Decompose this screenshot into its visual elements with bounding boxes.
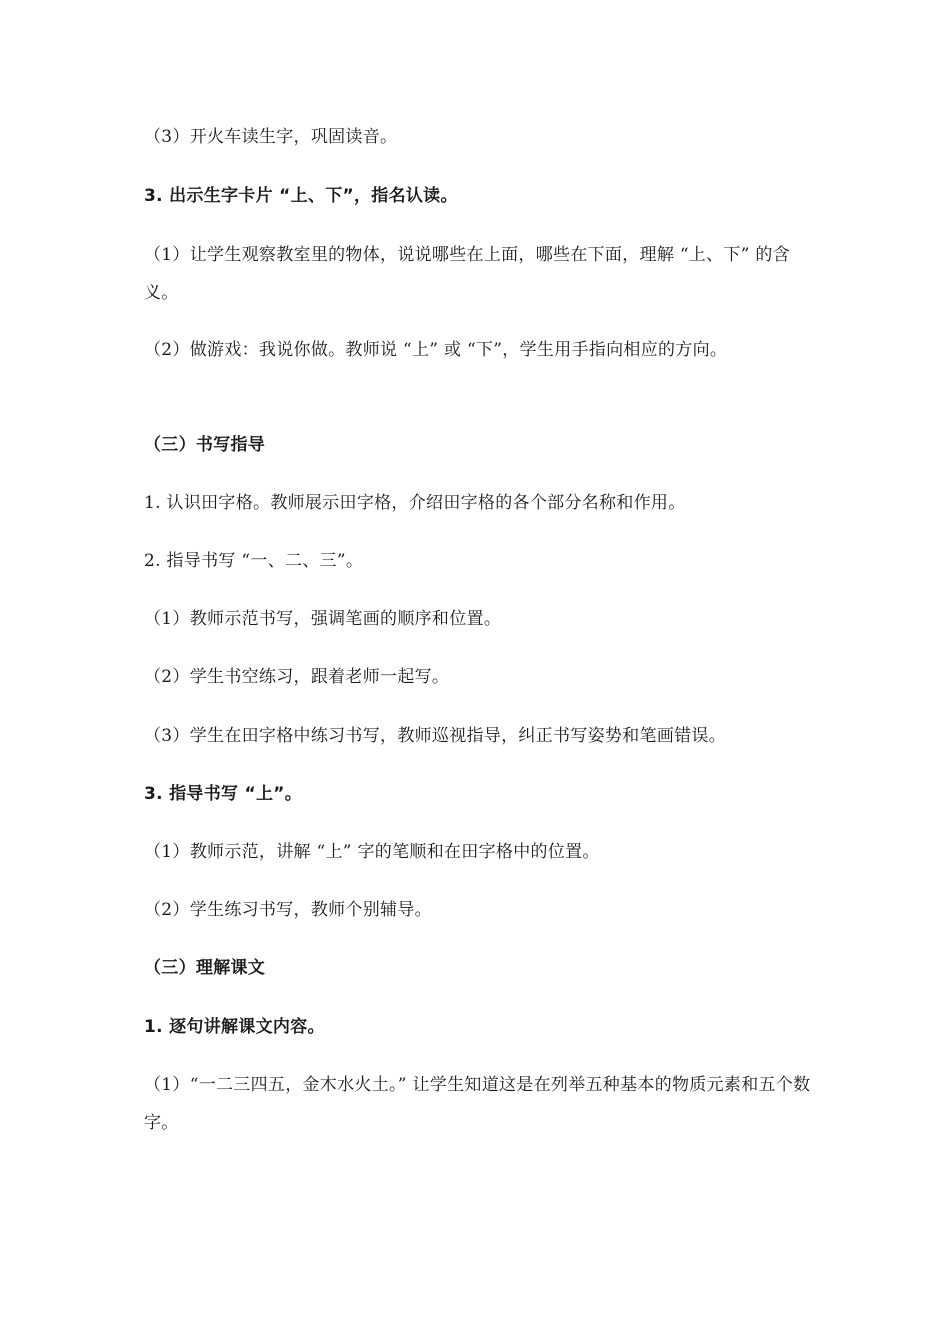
paragraph-stroke-order: （1）教师示范，讲解 “上” 字的笔顺和在田字格中的位置。	[144, 842, 600, 862]
paragraph-guide-writing-123: 2. 指导书写 “一、二、三”。	[144, 551, 364, 571]
heading-3-guide-writing-shang: 3. 指导书写 “上”。	[144, 784, 303, 804]
paragraph-individual-help: （2）学生练习书写，教师个别辅导。	[144, 900, 432, 920]
paragraph-teacher-demo: （1）教师示范书写，强调笔画的顺序和位置。	[144, 609, 502, 629]
paragraph-observe-objects: （1）让学生观察教室里的物体，说说哪些在上面，哪些在下面，理解 “上、下” 的含义。	[144, 245, 791, 303]
heading-3-show-cards: 3. 出示生字卡片 “上、下”，指名认读。	[144, 186, 458, 206]
paragraph-1: （3）开火车读生字，巩固读音。	[144, 127, 398, 147]
paragraph-tianzige: 1. 认识田字格。教师展示田字格，介绍田字格的各个部分名称和作用。	[144, 493, 686, 513]
heading-1-explain-sentences: 1. 逐句讲解课文内容。	[144, 1017, 325, 1037]
section-heading-understand-text: （三）理解课文	[144, 958, 266, 978]
paragraph-practice-in-grid: （3）学生在田字格中练习书写，教师巡视指导，纠正书写姿势和笔画错误。	[144, 726, 727, 746]
paragraph-air-writing: （2）学生书空练习，跟着老师一起写。	[144, 667, 450, 687]
paragraph-game: （2）做游戏：我说你做。教师说 “上” 或 “下”，学生用手指向相应的方向。	[144, 340, 728, 360]
section-heading-writing-guidance: （三）书写指导	[144, 435, 266, 455]
paragraph-five-elements: （1）“一二三四五，金木水火土。” 让学生知道这是在列举五种基本的物质元素和五个数字。	[144, 1075, 811, 1133]
